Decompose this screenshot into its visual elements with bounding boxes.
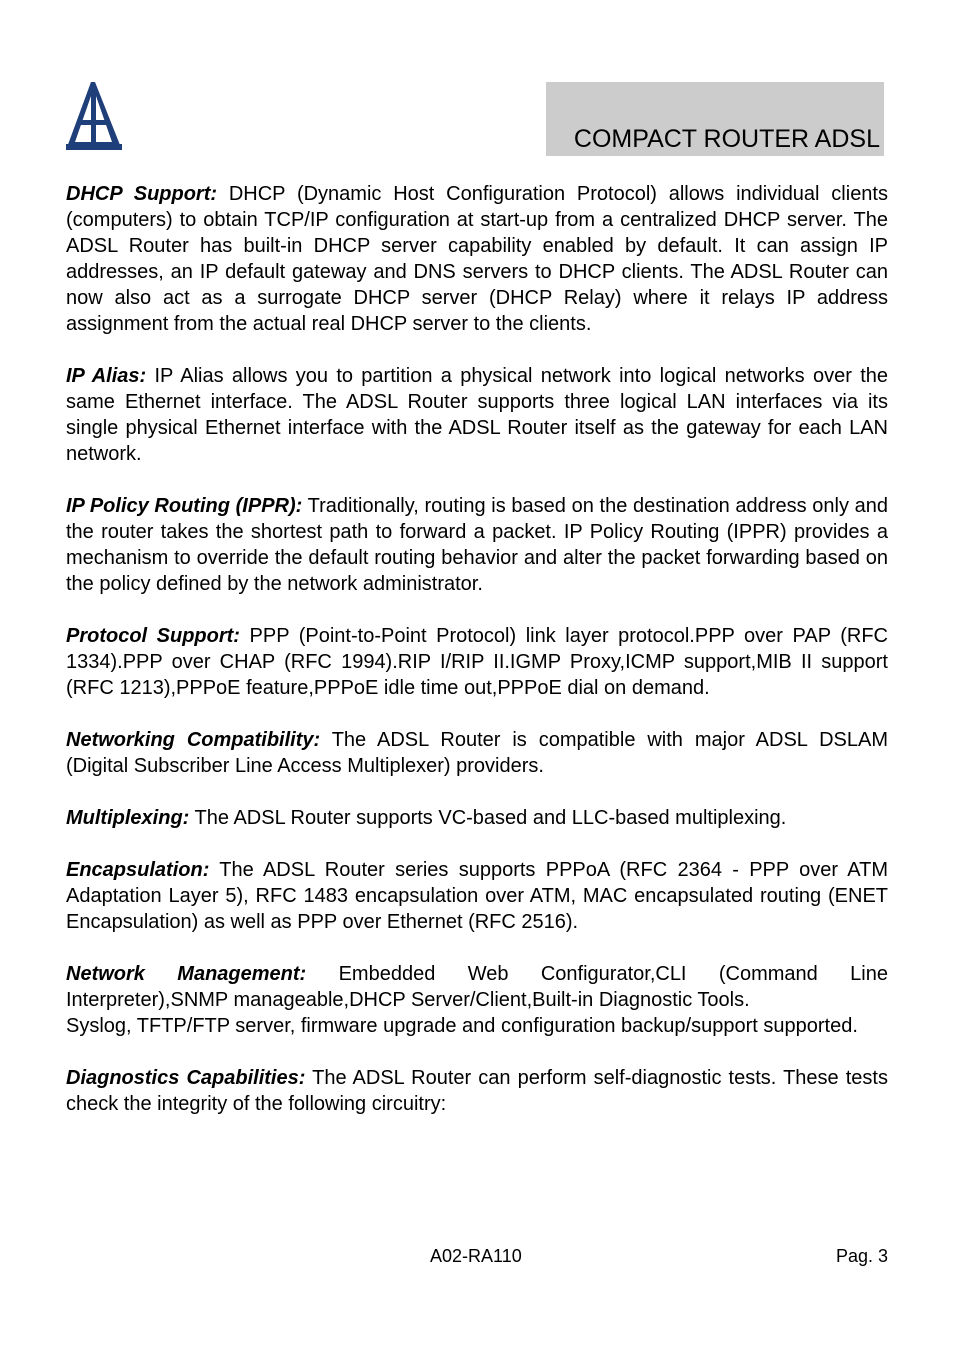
paragraph-text: The ADSL Router series supports PPPoA (RFC 2364 - PPP over ATM Adaptation Layer 5), RFC 1483 encapsulation over ATM, MAC encapsulated routing (ENET Encapsulation) as well as PPP over Ethernet (RFC 2516).: [66, 859, 888, 933]
term-heading: Protocol Support:: [66, 625, 240, 647]
paragraph-ip-policy-routing: [66, 493, 888, 597]
paragraph-networking-compatibility: [66, 727, 888, 779]
atlantis-logo-icon: [66, 82, 126, 150]
document-body: [66, 181, 888, 1143]
paragraph-encapsulation: [66, 857, 888, 935]
term-heading: IP Policy Routing (IPPR):: [66, 495, 303, 517]
term-heading: Networking Compatibility:: [66, 729, 321, 751]
paragraph-text: Embedded Web Configurator,CLI (Command Line Interpreter),SNMP manageable,DHCP Server/Client,Built-in Diagnostic Tools.: [66, 963, 888, 1011]
paragraph-text: PPP (Point-to-Point Protocol) link layer protocol.PPP over PAP (RFC 1334).PPP over CHAP (RFC 1994).RIP I/RIP II.IGMP Proxy,ICMP support,MIB II support (RFC 1213),PPPoE feature,PPPoE idle time out,PPPoE dial on demand.: [66, 625, 888, 699]
footer-model-code: A02-RA110: [430, 1246, 522, 1266]
paragraph-protocol-support: [66, 623, 888, 701]
paragraph-text: The ADSL Router is compatible with major ADSL DSLAM (Digital Subscriber Line Access Multiplexer) providers.: [66, 729, 888, 777]
term-heading: DHCP Support:: [66, 183, 218, 205]
paragraph-text: IP Alias allows you to partition a physical network into logical networks over the same Ethernet interface. The ADSL Router supports three logical LAN interfaces via its single physical Ethernet interface with the ADSL Router itself as the gateway for each LAN network.: [66, 365, 888, 465]
paragraph-text: The ADSL Router can perform self-diagnostic tests. These tests check the integrity of the following circuitry:: [66, 1067, 888, 1115]
term-heading: Multiplexing:: [66, 807, 190, 829]
term-heading: Diagnostics Capabilities:: [66, 1067, 306, 1089]
page-header-title: COMPACT ROUTER ADSL: [573, 125, 880, 153]
header-banner: [546, 82, 884, 156]
paragraph-text: The ADSL Router supports VC-based and LLC-based multiplexing.: [189, 807, 787, 829]
paragraph-diagnostics-capabilities: [66, 1065, 888, 1117]
paragraph-text: DHCP (Dynamic Host Configuration Protocol) allows individual clients (computers) to obtain TCP/IP configuration at start-up from a centralized DHCP server. The ADSL Router has built-in DHCP server capability enabled by default. It can assign IP addresses, an IP default gateway and DNS servers to DHCP clients. The ADSL Router can now also act as a surrogate DHCP server (DHCP Relay) where it relays IP address assignment from the actual real DHCP server to the clients.: [66, 183, 888, 335]
footer-page-number: Pag. 3: [835, 1246, 888, 1266]
term-heading: IP Alias:: [66, 365, 147, 387]
term-heading: Network Management:: [66, 963, 307, 985]
paragraph-multiplexing: [66, 805, 888, 831]
paragraph-network-management: [66, 961, 888, 1039]
paragraph-text-continued: Syslog, TFTP/FTP server, firmware upgrade and configuration backup/support supported.: [66, 1015, 858, 1037]
term-heading: Encapsulation:: [66, 859, 210, 881]
paragraph-ip-alias: [66, 363, 888, 467]
paragraph-dhcp-support: [66, 181, 888, 337]
paragraph-text: Traditionally, routing is based on the destination address only and the router takes the shortest path to forward a packet. IP Policy Routing (IPPR) provides a mechanism to override the default routing behavior and alter the packet forwarding based on the policy defined by the network administrator.: [66, 495, 888, 595]
